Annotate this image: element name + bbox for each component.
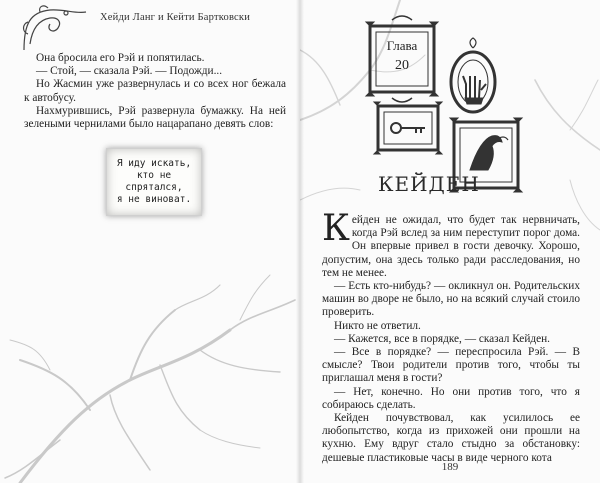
paragraph: — Стой, — сказала Рэй. — Подожди... bbox=[36, 65, 223, 78]
paragraph: — Есть кто-нибудь? — окликнул он. Родительских машин во дворе не было, но на всякий случай стоило проверить. bbox=[322, 280, 580, 319]
paragraph: ейден не ожидал, что будет так нервничать, когда Рэй вслед за ним переступит порог дома. Он впервые привел в гости девочку. Хорошо, допустим, она здесь только ради расследования, но тем не менее. bbox=[322, 214, 580, 279]
page-number: 189 bbox=[441, 461, 459, 473]
note-line: я не виноват. bbox=[116, 194, 192, 205]
running-header: Хейди Ланг и Кейти Бартковски bbox=[100, 12, 251, 23]
right-text-block bbox=[322, 208, 580, 465]
paragraph: Кейден почувствовал, как усилилось ее любопытство, когда из прихожей они прошли на кухню. Ему вдруг стало стыдно за обстановку: дешевые пластиковые часы в виде черного кота bbox=[322, 412, 580, 464]
corner-flourish-icon bbox=[20, 4, 90, 54]
paragraph: — Нет, конечно. Но они против того, что я собираюсь сделать. bbox=[322, 385, 580, 411]
drop-cap: К bbox=[322, 208, 350, 249]
paragraph: Она бросила его Рэй и попятилась. bbox=[36, 52, 205, 64]
book-gutter bbox=[296, 0, 304, 483]
chapter-label: Глава bbox=[386, 38, 418, 53]
key-icon bbox=[374, 102, 442, 154]
character-name: КЕЙДЕН bbox=[378, 172, 480, 196]
handwritten-note bbox=[106, 148, 202, 216]
right-page bbox=[300, 0, 600, 483]
paragraph: Нахмурившись, Рэй развернула бумажку. На ней зелеными чернилами было нацарапано девять слов: bbox=[24, 104, 286, 131]
paragraph: Никто не ответил. bbox=[334, 319, 421, 332]
left-text-block bbox=[24, 52, 286, 131]
paragraph: — Кажется, все в порядке, — сказал Кейден. bbox=[334, 332, 550, 345]
note-line: кто не спрятался, bbox=[125, 170, 183, 193]
note-line: Я иду искать, bbox=[116, 158, 192, 169]
paragraph: Но Жасмин уже развернулась и со всех ног бежала к автобусу. bbox=[24, 78, 286, 104]
chapter-number: 20 bbox=[395, 58, 409, 73]
hand-icon bbox=[451, 38, 495, 112]
paragraph: — Все в порядке? — переспросила Рэй. — В смысле? Твои родители против того, чтобы ты приглашал меня в гости? bbox=[322, 346, 580, 385]
